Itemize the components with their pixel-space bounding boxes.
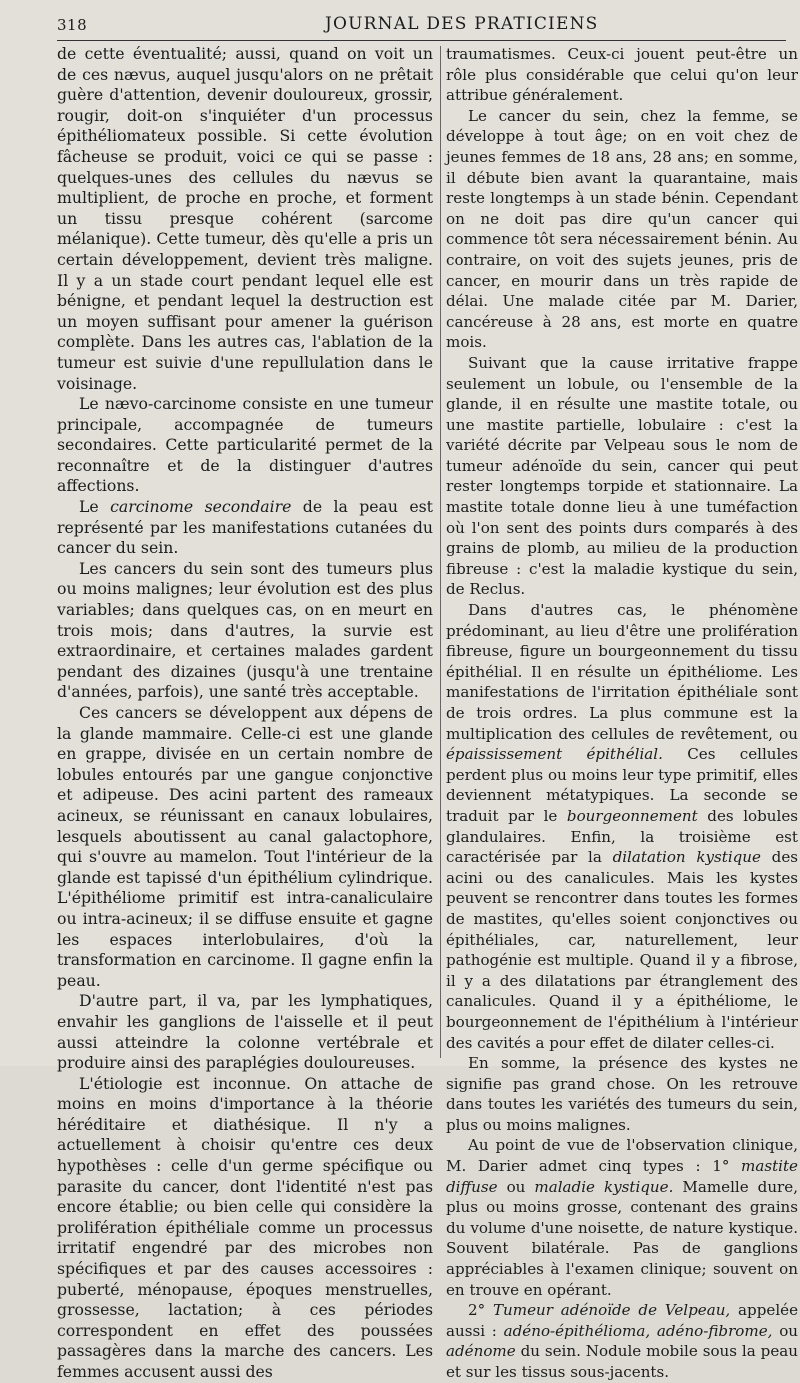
italic-term: adéno-épithélioma, adéno-fibrome,	[503, 1321, 773, 1340]
paragraph	[446, 1053, 798, 1135]
text-run: L'étiologie est inconnue. On attache de moins en moins d'importance à la théorie héréditaire et diathésique. Il n'y a actuellement à choisir qu'entre ces deux hypothèses : celle d'un germe spécifique ou parasite du cancer, dont l'identité n'est pas encore établie; ou bien celle qui considère la prolifération épithéliale comme un processus irritatif engendré par des microbes non spécifiques et par des causes accessoires : puberté, ménopause, époques menstruelles, grossesse, lactation; à ces périodes correspondent en effet des poussées passagères dans la marche des cancers. Les femmes accusent aussi des	[57, 1073, 433, 1381]
left-column	[57, 44, 433, 1383]
text-run: appelée aussi :	[446, 1301, 799, 1340]
text-run: Dans d'autres cas, le phénomène prédominant, au lieu d'être une prolifération fibreuse, figure un bourgeonnement du tissu épithélial. Il en résulte un épithéliome. Les manifestations de l'irritation épithéliale sont de trois ordres. La plus commune est la multiplication des cellules de revêtement, ou	[446, 601, 798, 743]
paragraph	[57, 44, 433, 394]
text-run: de la peau est représenté par les manifestations cutanées du cancer du sein.	[57, 497, 433, 558]
text-run: Le nævo-carcinome consiste en une tumeur principale, accompagnée de tumeurs secondaires. Cette particularité permet de la reconnaître et de la distinguer d'autres affections.	[57, 394, 433, 496]
text-run: Le cancer du sein, chez la femme, se développe à tout âge; on en voit chez de jeunes femmes de 18 ans, 28 ans; en somme, il débute bien avant la quarantaine, mais reste longtemps à un stade bénin. Cependant on ne doit pas dire qu'un cancer qui commence tôt sera nécessairement bénin. Au contraire, on voit des sujets jeunes, pris de cancer, en mourir dans un très rapide de délai. Une malade citée par M. Darier, cancéreuse à 28 ans, est morte en quatre mois.	[446, 106, 798, 352]
italic-term: adénome	[446, 1342, 516, 1361]
column-divider	[440, 46, 441, 1058]
paragraph	[57, 559, 433, 703]
page-number: 318	[57, 16, 88, 34]
italic-term: dilatation kystique	[612, 848, 761, 867]
text-run: Les cancers du sein sont des tumeurs plus ou moins malignes; leur évolution est des plus variables; dans quelques cas, on en meurt en trois mois; dans d'autres, la survie est extraordinaire, et certaines malades gardent pendant des dizaines (jusqu'à une trentaine d'années, parfois), une santé très acceptable.	[57, 558, 433, 702]
paragraph	[446, 106, 798, 353]
text-run: des lobules glandulaires. Enfin, la troisième est caractérisée par la	[446, 806, 798, 867]
running-title: JOURNAL DES PRATICIENS	[325, 14, 599, 34]
text-run: de cette éventualité; aussi, quand on voit un de ces nævus, auquel jusqu'alors on ne prêtait guère d'attention, devenir douloureux, grossir, rougir, doit-on s'inquiéter d'un processus épithéliomateux possible. Si cette évolution fâcheuse se produit, voici ce qui se passe : quelques-unes des cellules du nævus se multiplient, de proche en proche, et forment un tissu presque cohérent (sarcome mélanique). Cette tumeur, dès qu'elle a pris un certain développement, devient très maligne. Il y a un stade court pendant lequel elle est bénigne, et pendant lequel la destruction est un moyen suffisant pour amener la guérison complète. Dans les autres cas, l'ablation de la tumeur est suivie d'une repullulation dans le voisinage.	[57, 44, 433, 393]
text-run: Ces cellules perdent plus ou moins leur type primitif, elles deviennent métatypiques. La seconde se traduit par le	[446, 745, 799, 825]
paragraph	[446, 44, 798, 106]
text-run: Mamelle dure, plus ou moins grosse, contenant des grains du volume d'une noisette, de nature kystique. Souvent bilatérale. Pas de ganglions appréciables à l'examen clinique; souvent on en trouve en opérant.	[446, 1177, 798, 1299]
page-header	[57, 14, 786, 38]
text-run: ou	[772, 1321, 799, 1340]
italic-term: bourgeonnement	[566, 806, 698, 825]
text-run: du sein. Nodule mobile sous la peau et sur les tissus sous-jacents.	[446, 1342, 798, 1381]
paragraph	[446, 1135, 798, 1300]
italic-term: maladie kystique.	[534, 1177, 674, 1196]
header-rule	[57, 40, 786, 41]
text-run: Suivant que la cause irritative frappe seulement un lobule, ou l'ensemble de la glande, il en résulte une mastite totale, ou une mastite partielle, lobulaire : c'est la variété décrite par Velpeau sous le nom de tumeur adénoïde du sein, cancer qui peut rester longtemps torpide et stationnaire. La mastite totale donne lieu à une tuméfaction où l'on sent des points durs comparés à des grains de plomb, au milieu de la production fibreuse : c'est la maladie kystique du sein, de Reclus.	[446, 353, 798, 599]
paragraph	[57, 394, 433, 497]
paragraph	[57, 497, 433, 559]
paragraph	[446, 1300, 798, 1382]
paragraph	[57, 703, 433, 991]
text-run: Le	[79, 497, 111, 517]
text-run: ou	[497, 1177, 535, 1196]
text-run: En somme, la présence des kystes ne signifie pas grand chose. On les retrouve dans toutes les variétés des tumeurs du sein, plus ou moins malignes.	[446, 1054, 798, 1134]
italic-term: carcinome secondaire	[110, 497, 292, 517]
paragraph	[57, 1074, 433, 1383]
text-run: Ces cancers se développent aux dépens de la glande mammaire. Celle-ci est une glande en grappe, divisée en un certain nombre de lobules entourés par une gangue conjonctive et adipeuse. Des acini partent des rameaux acineux, se réunissant en canaux lobulaires, lesquels aboutissent au canal galactophore, qui s'ouvre au mamelon. Tout l'intérieur de la glande est tapissé d'un épithélium cylindrique. L'épithéliome primitif est intra-canaliculaire ou intra-acineux; il se diffuse ensuite et gagne les espaces interlobulaires, d'où la transformation en carcinome. Il gagne enfin la peau.	[57, 703, 433, 990]
paragraph	[57, 991, 433, 1073]
text-run: D'autre part, il va, par les lymphatiques, envahir les ganglions de l'aisselle et il peut aussi atteindre la colonne vertébrale et produire ainsi des paraplégies douloureuses.	[57, 991, 433, 1073]
paragraph	[446, 600, 798, 1053]
italic-term: épaississement épithélial.	[446, 745, 663, 764]
right-column	[446, 44, 798, 1383]
italic-term: mastite diffuse	[446, 1157, 798, 1196]
text-run: des acini ou des canalicules. Mais les kystes peuvent se rencontrer dans toutes les formes de mastites, qu'elles soient conjonctives ou épithéliales, car, naturellement, leur pathogénie est multiple. Quand il y a fibrose, il y a des dilatations par étranglement des canalicules. Quand il y a épithéliome, le bourgeonnement de l'épithélium à l'intérieur des cavités a pour effet de dilater celles-ci.	[446, 848, 799, 1052]
text-run: traumatismes. Ceux-ci jouent peut-être un rôle plus considérable que celui qu'on leur attribue généralement.	[446, 45, 798, 105]
paragraph	[446, 353, 798, 600]
text-run: 2°	[468, 1301, 493, 1320]
italic-term: Tumeur adénoïde de Velpeau,	[492, 1301, 731, 1320]
text-run: Au point de vue de l'observation clinique, M. Darier admet cinq types : 1°	[446, 1136, 798, 1176]
